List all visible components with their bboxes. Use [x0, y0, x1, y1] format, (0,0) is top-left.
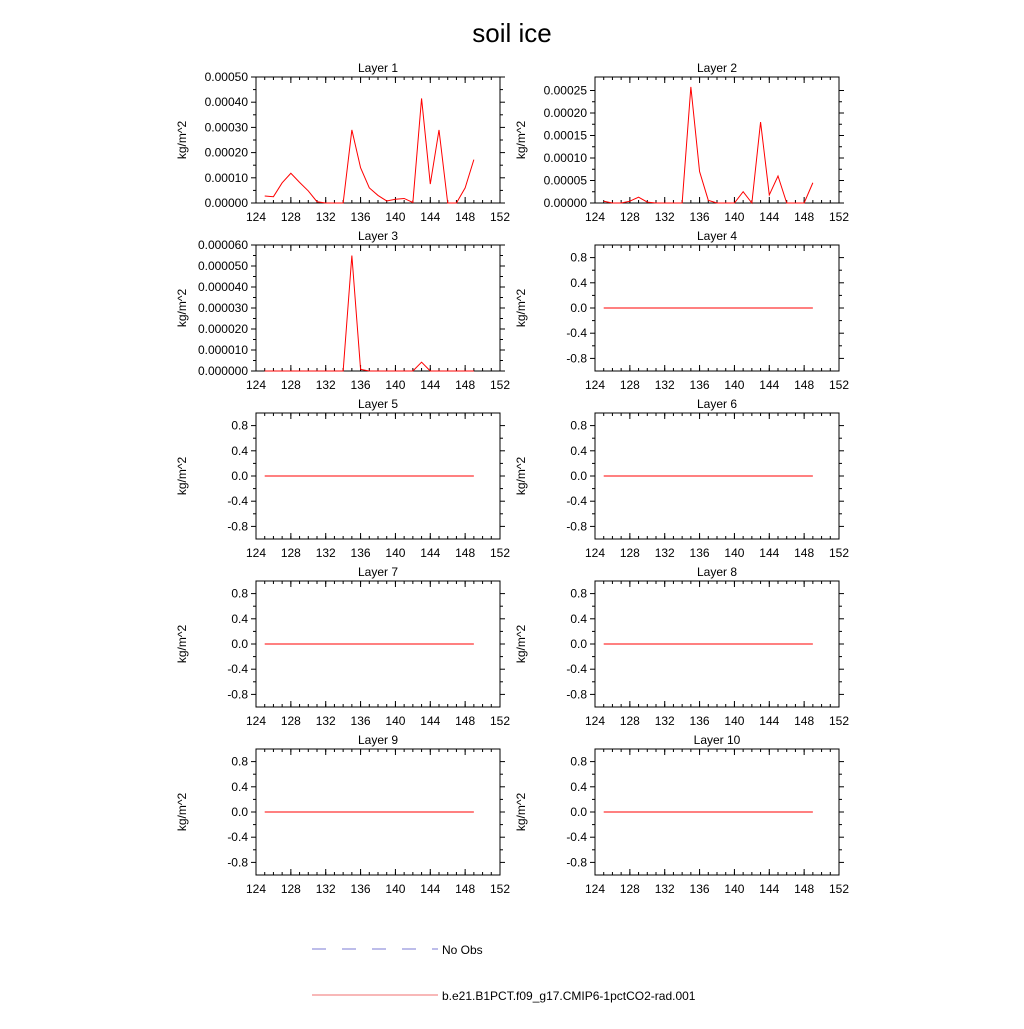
y-tick-label: -0.4 [227, 494, 248, 509]
y-tick-label: -0.4 [227, 662, 248, 677]
x-tick-label: 136 [350, 210, 371, 224]
y-tick-label: 0.4 [570, 779, 587, 794]
y-tick-label: 0.4 [570, 275, 587, 290]
y-tick-label: 0.00020 [204, 145, 248, 160]
x-tick-label: 124 [584, 882, 606, 896]
y-tick-label: -0.8 [566, 687, 587, 702]
x-tick-label: 148 [455, 546, 476, 560]
y-tick-label: 0.00015 [543, 128, 587, 143]
x-tick-label: 136 [689, 210, 710, 224]
y-tick-label: -0.4 [566, 494, 587, 509]
x-tick-label: 152 [489, 546, 511, 560]
x-tick-label: 148 [794, 882, 815, 896]
x-tick-label: 152 [489, 210, 511, 224]
y-axis-label: kg/m^2 [175, 456, 189, 496]
panels [175, 61, 849, 896]
x-tick-label: 140 [385, 882, 406, 896]
x-tick-label: 128 [280, 378, 301, 392]
panel-title: Layer 1 [357, 61, 399, 75]
x-tick-label: 144 [420, 546, 441, 560]
x-tick-label: 152 [828, 714, 850, 728]
x-tick-label: 148 [455, 210, 476, 224]
x-tick-label: 144 [759, 546, 780, 560]
x-tick-label: 148 [794, 546, 815, 560]
x-tick-label: 144 [420, 210, 441, 224]
y-tick-label: 0.0 [231, 805, 248, 819]
x-tick-label: 144 [759, 210, 780, 224]
y-tick-label: 0.000050 [197, 259, 248, 273]
y-axis-label: kg/m^2 [514, 288, 528, 328]
y-tick-label: 0.000040 [197, 280, 248, 294]
x-tick-label: 132 [654, 378, 675, 392]
y-tick-label: -0.8 [227, 687, 248, 702]
x-tick-label: 128 [280, 210, 301, 224]
y-tick-label: 0.0 [231, 637, 248, 651]
x-tick-label: 124 [584, 714, 606, 728]
x-tick-label: 144 [759, 882, 780, 896]
x-tick-label: 128 [280, 882, 301, 896]
x-tick-label: 148 [794, 210, 815, 224]
y-tick-label: -0.8 [566, 855, 587, 870]
y-tick-label: -0.8 [227, 855, 248, 870]
y-tick-label: 0.0 [570, 301, 587, 315]
x-tick-label: 132 [315, 210, 336, 224]
x-tick-label: 140 [385, 378, 406, 392]
y-axis-label: kg/m^2 [514, 624, 528, 664]
panel-layer-10 [514, 733, 849, 896]
y-tick-label: 0.8 [570, 586, 587, 601]
panel-title: Layer 2 [696, 61, 738, 75]
x-tick-label: 128 [619, 210, 640, 224]
x-tick-label: 128 [619, 546, 640, 560]
series-line [265, 256, 474, 372]
x-tick-label: 124 [584, 546, 606, 560]
y-tick-label: 0.00040 [204, 95, 248, 110]
y-tick-label: 0.8 [231, 586, 248, 601]
y-tick-label: -0.4 [566, 830, 587, 845]
x-tick-label: 124 [245, 714, 267, 728]
x-tick-label: 152 [489, 378, 511, 392]
x-tick-label: 144 [420, 714, 441, 728]
y-tick-label: 0.000060 [197, 238, 248, 252]
y-tick-label: 0.00050 [204, 70, 248, 84]
panel-title: Layer 10 [693, 733, 741, 747]
x-tick-label: 132 [654, 714, 675, 728]
x-tick-label: 152 [828, 882, 850, 896]
panel-layer-5 [175, 397, 510, 560]
x-tick-label: 152 [489, 714, 511, 728]
y-tick-label: 0.00005 [543, 173, 587, 188]
x-tick-label: 136 [689, 546, 710, 560]
y-tick-label: 0.8 [570, 418, 587, 433]
y-tick-label: -0.8 [566, 519, 587, 534]
x-tick-label: 140 [385, 210, 406, 224]
x-tick-label: 128 [619, 378, 640, 392]
x-tick-label: 124 [245, 210, 267, 224]
x-tick-label: 128 [619, 882, 640, 896]
y-tick-label: 0.4 [231, 779, 248, 794]
y-tick-label: 0.00020 [543, 106, 587, 120]
panel-title: Layer 7 [357, 565, 399, 579]
panel-layer-8 [514, 565, 849, 728]
x-tick-label: 136 [689, 882, 710, 896]
series-line [265, 98, 474, 203]
y-tick-label: -0.8 [227, 519, 248, 534]
x-tick-label: 140 [724, 546, 745, 560]
x-tick-label: 148 [794, 714, 815, 728]
y-tick-label: 0.0 [570, 637, 587, 651]
plot-frame [595, 77, 839, 203]
x-tick-label: 148 [455, 714, 476, 728]
y-axis-label: kg/m^2 [514, 120, 528, 160]
x-tick-label: 140 [385, 714, 406, 728]
x-tick-label: 124 [584, 210, 606, 224]
y-tick-label: 0.0 [570, 805, 587, 819]
x-tick-label: 144 [420, 882, 441, 896]
x-tick-label: 124 [245, 882, 267, 896]
x-tick-label: 148 [455, 882, 476, 896]
y-tick-label: -0.4 [227, 830, 248, 845]
x-tick-label: 132 [315, 546, 336, 560]
panel-title: Layer 4 [696, 229, 738, 243]
y-tick-label: 0.4 [231, 611, 248, 626]
y-tick-label: 0.8 [231, 418, 248, 433]
x-tick-label: 148 [794, 378, 815, 392]
y-tick-label: -0.4 [566, 662, 587, 677]
panel-layer-7 [175, 565, 510, 728]
panel-title: Layer 5 [357, 397, 399, 411]
y-tick-label: 0.8 [570, 754, 587, 769]
y-tick-label: 0.000000 [197, 364, 248, 378]
x-tick-label: 132 [654, 210, 675, 224]
panel-layer-1 [175, 61, 510, 224]
x-tick-label: 140 [724, 378, 745, 392]
x-tick-label: 132 [654, 546, 675, 560]
figure-title: soil ice [472, 18, 552, 48]
y-tick-label: 0.00000 [204, 196, 248, 210]
x-tick-label: 128 [280, 546, 301, 560]
plot-frame [256, 245, 500, 371]
series-line [604, 87, 813, 203]
panel-layer-9 [175, 733, 510, 896]
y-axis-label: kg/m^2 [514, 456, 528, 496]
y-axis-label: kg/m^2 [175, 120, 189, 160]
x-tick-label: 124 [245, 546, 267, 560]
y-tick-label: 0.4 [570, 443, 587, 458]
legend-label-no-obs: No Obs [442, 943, 483, 957]
plot-frame [256, 77, 500, 203]
y-axis-label: kg/m^2 [175, 288, 189, 328]
y-tick-label: -0.4 [566, 326, 587, 341]
y-axis-label: kg/m^2 [514, 792, 528, 832]
panel-title: Layer 6 [696, 397, 738, 411]
x-tick-label: 144 [759, 714, 780, 728]
x-tick-label: 148 [455, 378, 476, 392]
x-tick-label: 128 [280, 714, 301, 728]
panel-title: Layer 8 [696, 565, 738, 579]
panel-layer-2 [514, 61, 849, 224]
panel-title: Layer 9 [357, 733, 399, 747]
y-tick-label: 0.4 [570, 611, 587, 626]
y-tick-label: 0.00000 [543, 196, 587, 210]
x-tick-label: 144 [420, 378, 441, 392]
y-tick-label: 0.000020 [197, 322, 248, 336]
legend-label-model: b.e21.B1PCT.f09_g17.CMIP6-1pctCO2-rad.001 [442, 989, 696, 1003]
panel-layer-3 [175, 229, 510, 392]
x-tick-label: 136 [350, 714, 371, 728]
y-tick-label: 0.0 [570, 469, 587, 483]
x-tick-label: 124 [245, 378, 267, 392]
x-tick-label: 136 [689, 378, 710, 392]
y-tick-label: -0.8 [566, 351, 587, 366]
x-tick-label: 136 [350, 546, 371, 560]
x-tick-label: 136 [689, 714, 710, 728]
x-tick-label: 144 [759, 378, 780, 392]
x-tick-label: 140 [385, 546, 406, 560]
y-tick-label: 0.000030 [197, 301, 248, 315]
x-tick-label: 132 [315, 882, 336, 896]
x-tick-label: 152 [489, 882, 511, 896]
x-tick-label: 132 [654, 882, 675, 896]
panel-layer-4 [514, 229, 849, 392]
x-tick-label: 124 [584, 378, 606, 392]
y-tick-label: 0.00025 [543, 83, 587, 98]
x-tick-label: 152 [828, 378, 850, 392]
y-tick-label: 0.8 [570, 250, 587, 265]
y-axis-label: kg/m^2 [175, 624, 189, 664]
x-tick-label: 140 [724, 210, 745, 224]
legend [312, 943, 696, 1003]
y-tick-label: 0.8 [231, 754, 248, 769]
x-tick-label: 132 [315, 714, 336, 728]
x-tick-label: 152 [828, 546, 850, 560]
y-tick-label: 0.00010 [543, 151, 587, 165]
x-tick-label: 140 [724, 714, 745, 728]
x-tick-label: 136 [350, 882, 371, 896]
panel-title: Layer 3 [357, 229, 399, 243]
y-axis-label: kg/m^2 [175, 792, 189, 832]
x-tick-label: 152 [828, 210, 850, 224]
panel-layer-6 [514, 397, 849, 560]
y-tick-label: 0.000010 [197, 343, 248, 357]
y-tick-label: 0.0 [231, 469, 248, 483]
y-tick-label: 0.00010 [204, 170, 248, 185]
y-tick-label: 0.4 [231, 443, 248, 458]
y-tick-label: 0.00030 [204, 120, 248, 135]
x-tick-label: 140 [724, 882, 745, 896]
x-tick-label: 128 [619, 714, 640, 728]
x-tick-label: 132 [315, 378, 336, 392]
x-tick-label: 136 [350, 378, 371, 392]
